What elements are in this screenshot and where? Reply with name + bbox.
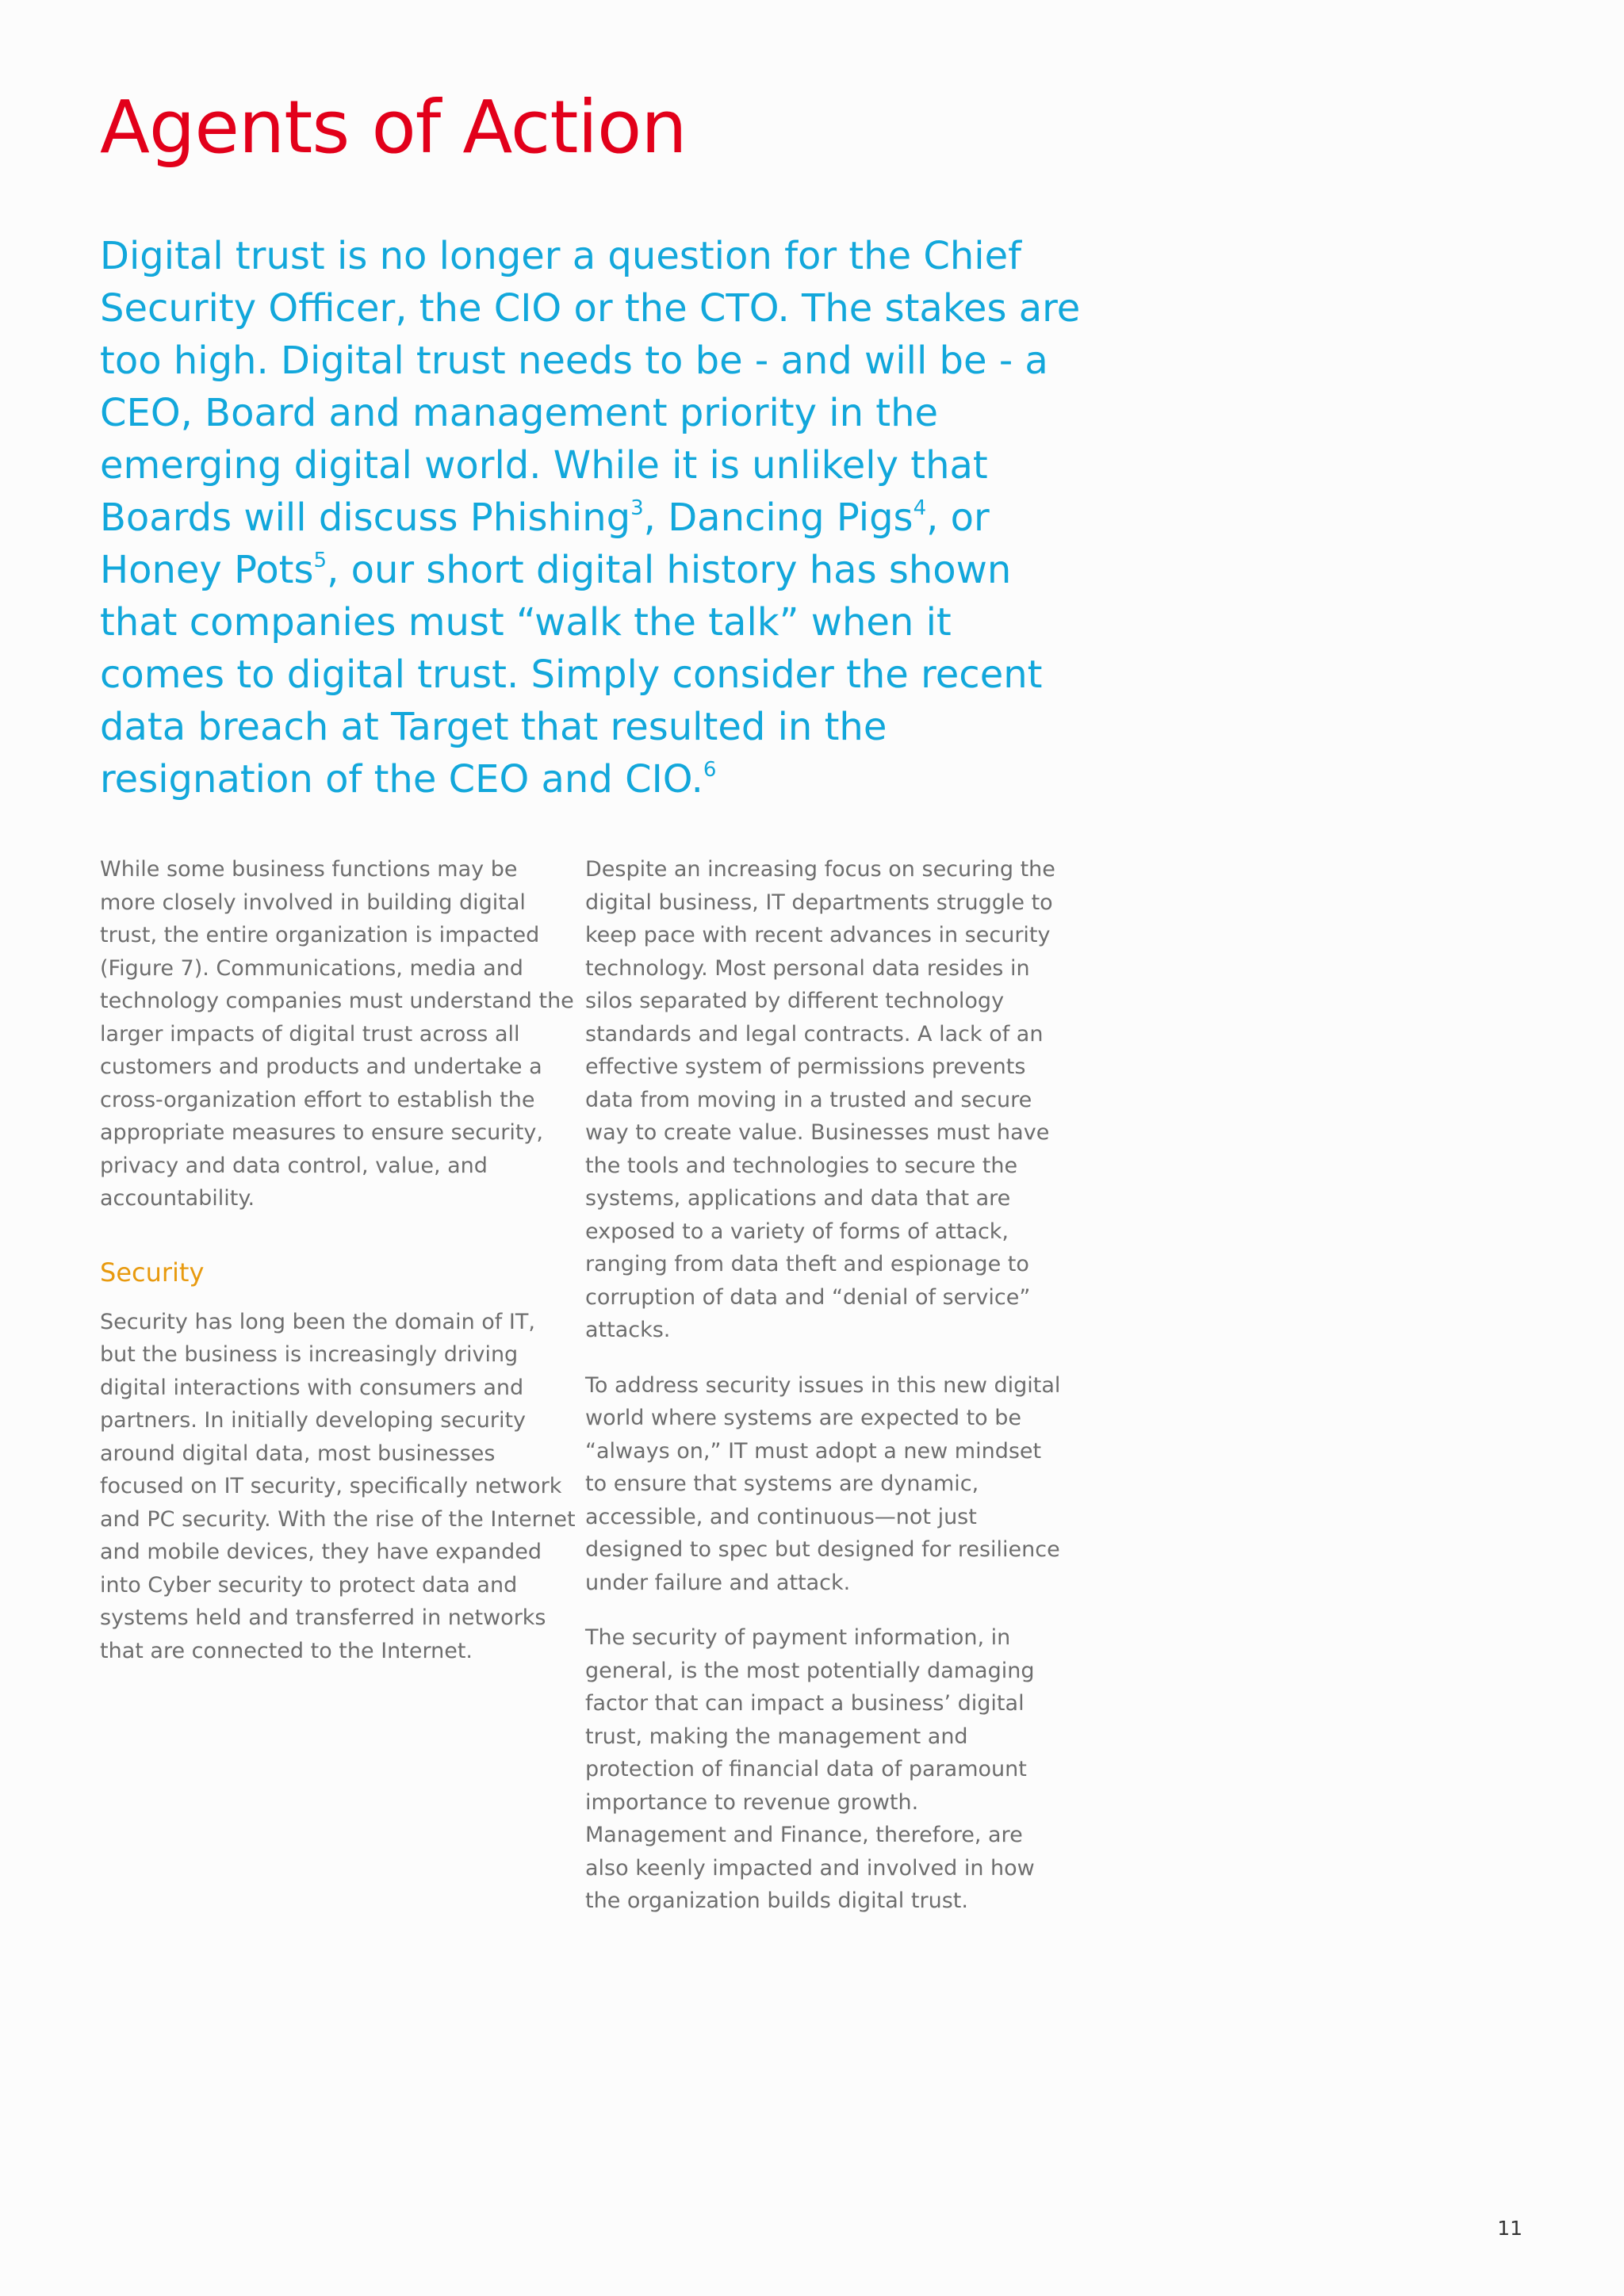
body-paragraph: To address security issues in this new digital world where systems are expected to be “always on,” IT must adopt a new mindset to ensure that systems are dynamic, accessible, and continuous—not just designed to spec but designed for resilience under failure and attack. <box>585 1372 1061 1595</box>
footnote-ref: 6 <box>703 758 717 782</box>
body-paragraph: Despite an increasing focus on securing the digital business, IT departments struggle to keep pace with recent advances in security technology. Most personal data resides in silos separated by different technology standards and legal contracts. A lack of an effective system of permissions prevents data from moving in a trusted and secure way to create value. Businesses must have the tools and technologies to secure the systems, applications and data that are exposed to a variety of forms of attack, ranging from data theft and espionage to corruption of data and “denial of service” attacks. <box>585 857 1055 1342</box>
intro-paragraph: While some business functions may be more closely involved in building digital trust, the entire organization is impacted (Figure 7). Communications, media and technology companies must understand the larger impacts of digital trust across all customers and products and undertake a cross-organization effort to establish the appropriate measures to ensure security, privacy and data control, value, and accountability. <box>100 857 574 1211</box>
body-paragraph: The security of payment information, in general, is the most potentially damaging factor that can impact a business’ digital trust, making the management and protection of financial data of paramount importance to revenue growth. Management and Finance, therefore, are also keenly impacted and involved in how the organization builds digital trust. <box>585 1625 1035 1913</box>
page-number: 11 <box>1497 2217 1522 2240</box>
right-column <box>585 853 1061 1940</box>
footnote-ref: 4 <box>913 496 927 520</box>
left-column <box>100 853 576 1689</box>
page-title: Agents of Action <box>100 85 687 170</box>
lead-paragraph <box>100 230 1083 806</box>
footnote-ref: 5 <box>313 549 327 572</box>
footnote-ref: 3 <box>630 496 644 520</box>
section-heading-security: Security <box>100 1257 205 1288</box>
lead-text: , or Honey Pots <box>100 496 990 592</box>
lead-text: , our short digital history has shown that companies must “walk the talk” when it comes to digital trust. Simply consider the recent data breach at Target that resulted in the resignation of the CEO and CIO. <box>100 548 1043 802</box>
lead-text: Digital trust is no longer a question for the Chief Security Officer, the CIO or the CTO. The stakes are too high. Digital trust needs to be - and will be - a CEO, Board and management priority in the emerging digital world. While it is unlikely that Boards will discuss Phishing <box>100 234 1081 540</box>
lead-text: , Dancing Pigs <box>643 496 914 540</box>
security-paragraph: Security has long been the domain of IT, but the business is increasingly driving digital interactions with consumers and partners. In initially developing security around digital data, most businesses focused on IT security, specifically network and PC security. With the rise of the Internet and mobile devices, they have expanded into Cyber security to protect data and systems held and transferred in networks that are connected to the Internet. <box>100 1309 576 1663</box>
